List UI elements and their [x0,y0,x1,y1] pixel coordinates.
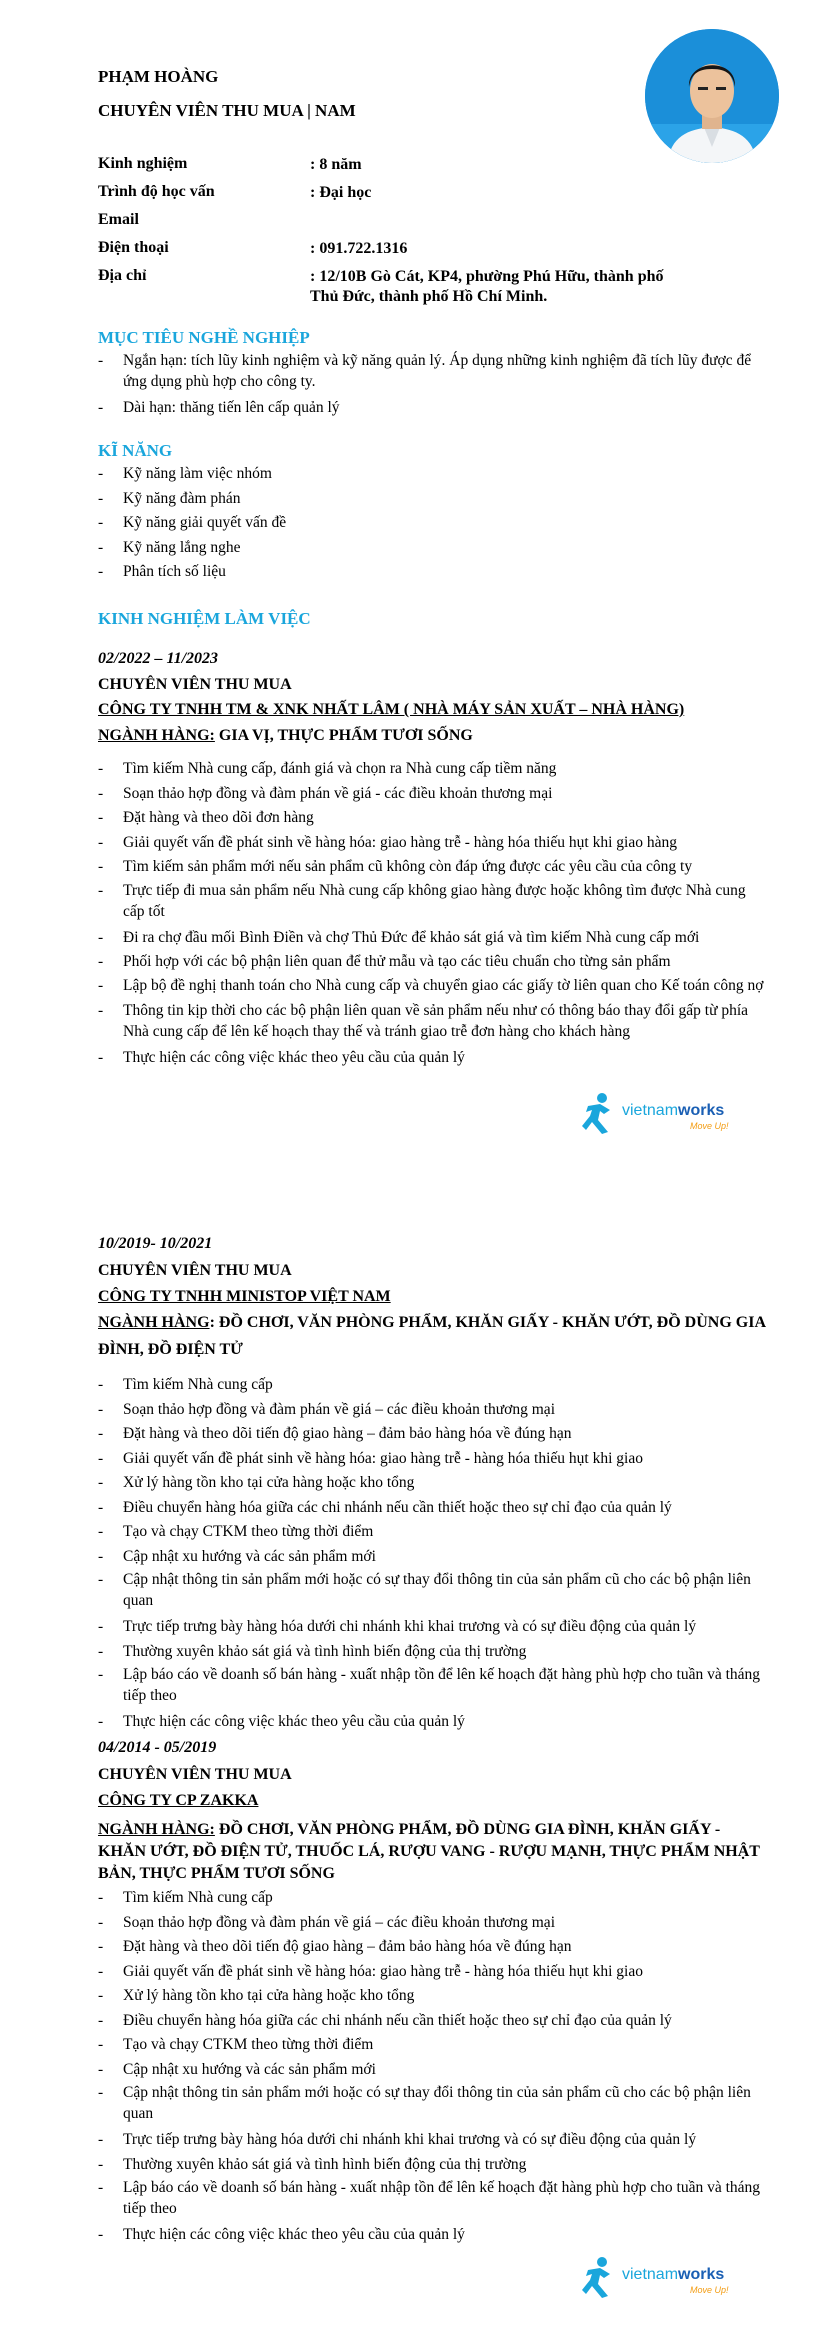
job-company: CÔNG TY CP ZAKKA [98,1792,259,1809]
list-item: - Thực hiện các công việc khác theo yêu cầu của quản lý [98,1710,768,1735]
job-industry: NGÀNH HÀNG: ĐỒ CHƠI, VĂN PHÒNG PHẨM, ĐỒ DÙNG GIA ĐÌNH, KHĂN GIẤY - KHĂN ƯỚT, ĐỒ ĐIỆN TỬ, THUỐC LÁ, RƯỢU VANG - RƯỢU MẠNH, THỰC PHẨM NHẬT BẢN, THỰC PHẨM TƯƠI SỐNG [98,1821,760,1882]
job-duties [98,1373,768,1735]
list-item: - Điều chuyển hàng hóa giữa các chi nhánh nếu cần thiết hoặc theo sự chỉ đạo của quản lý [98,2009,768,2034]
list-item: - Thực hiện các công việc khác theo yêu cầu của quản lý [98,2223,768,2248]
avatar [645,29,779,163]
person-photo-icon [645,29,779,163]
job-date: 10/2019- 10/2021 [98,1235,213,1252]
list-item: - Đi ra chợ đầu mối Bình Điền và chợ Thủ Đức để khảo sát giá và tìm kiếm Nhà cung cấp mới [98,926,768,951]
list-item: - Dài hạn: thăng tiến lên cấp quản lý [98,396,768,421]
info-row-experience: Kinh nghiệm : 8 năm [98,155,362,173]
list-item: - Kỹ năng đàm phán [98,487,768,512]
list-item: - Phối hợp với các bộ phận liên quan để thử mẫu và tạo các tiêu chuẩn cho từng sản phẩm [98,950,768,975]
list-item: - Thường xuyên khảo sát giá và tình hình biến động của thị trường [98,1640,768,1665]
list-item: - Cập nhật xu hướng và các sản phẩm mới [98,2058,768,2083]
vietnamworks-runner-icon [580,2256,620,2300]
job-duties [98,757,768,1070]
list-item: - Đặt hàng và theo dõi tiến độ giao hàng – đảm bảo hàng hóa về đúng hạn [98,1422,768,1447]
list-item: - Tìm kiếm Nhà cung cấp, đánh giá và chọn ra Nhà cung cấp tiềm năng [98,757,768,782]
job-title: CHUYÊN VIÊN THU MUA [98,1766,292,1783]
list-item: - Trực tiếp trưng bày hàng hóa dưới chi nhánh khi khai trương và có sự điều động của quản lý [98,2128,768,2153]
job-company: CÔNG TY TNHH TM & XNK NHẤT LÂM ( NHÀ MÁY SẢN XUẤT – NHÀ HÀNG) [98,701,685,718]
list-item: - Đặt hàng và theo dõi đơn hàng [98,806,768,831]
job-duties [98,1886,768,2248]
skills-list [98,462,768,585]
list-item: - Ngắn hạn: tích lũy kinh nghiệm và kỹ năng quản lý. Áp dụng những kinh nghiệm đã tích lũy được để ứng dụng phù hợp cho công ty. [98,350,768,396]
list-item: - Tìm kiếm sản phẩm mới nếu sản phẩm cũ không còn đáp ứng được các yêu cầu của công ty [98,855,768,880]
list-item: - Điều chuyển hàng hóa giữa các chi nhánh nếu cần thiết hoặc theo sự chỉ đạo của quản lý [98,1496,768,1521]
list-item: - Tìm kiếm Nhà cung cấp [98,1373,768,1398]
list-item: - Cập nhật thông tin sản phẩm mới hoặc có sự thay đổi thông tin của sản phẩm cũ cho các bộ phận liên quan [98,1569,768,1615]
info-row-email: Email [98,211,139,228]
list-item: - Soạn thảo hợp đồng và đàm phán về giá – các điều khoản thương mại [98,1911,768,1936]
job-company: CÔNG TY TNHH MINISTOP VIỆT NAM [98,1288,391,1305]
job-date: 04/2014 - 05/2019 [98,1739,217,1756]
list-item: - Soạn thảo hợp đồng và đàm phán về giá – các điều khoản thương mại [98,1398,768,1423]
list-item: - Giải quyết vấn đề phát sinh về hàng hóa: giao hàng trễ - hàng hóa thiếu hụt khi giao [98,1960,768,1985]
list-item: - Kỹ năng giải quyết vấn đề [98,511,768,536]
candidate-name: PHẠM HOÀNG [98,67,219,86]
list-item: - Soạn thảo hợp đồng và đàm phán về giá - các điều khoản thương mại [98,782,768,807]
list-item: - Giải quyết vấn đề phát sinh về hàng hóa: giao hàng trễ - hàng hóa thiếu hụt khi giao [98,1447,768,1472]
list-item: - Thông tin kịp thời cho các bộ phận liên quan về sản phẩm nếu như có thông báo thay đổi gấp từ phía Nhà cung cấp để lên kế hoạch thay thế và tránh giao trễ đơn hàng cho khách hàng [98,1000,768,1046]
list-item: - Cập nhật thông tin sản phẩm mới hoặc có sự thay đổi thông tin của sản phẩm cũ cho các bộ phận liên quan [98,2082,768,2128]
info-row-phone: Điện thoại : 091.722.1316 [98,239,408,257]
experience-heading: KINH NGHIỆM LÀM VIỆC [98,609,311,628]
skills-heading: KĨ NĂNG [98,441,173,460]
objective-heading: MỤC TIÊU NGHỀ NGHIỆP [98,328,310,347]
list-item: - Đặt hàng và theo dõi tiến độ giao hàng – đảm bảo hàng hóa về đúng hạn [98,1935,768,1960]
list-item: - Xử lý hàng tồn kho tại cửa hàng hoặc kho tổng [98,1471,768,1496]
list-item: - Lập báo cáo về doanh số bán hàng - xuất nhập tồn để lên kế hoạch đặt hàng phù hợp cho tuần và tháng tiếp theo [98,1664,768,1710]
info-row-address: Địa chỉ : 12/10B Gò Cát, KP4, phường Phú Hữu, thành phố Thủ Đức, thành phố Hồ Chí Minh. [98,267,664,305]
candidate-role: CHUYÊN VIÊN THU MUA | NAM [98,101,356,120]
list-item: - Xử lý hàng tồn kho tại cửa hàng hoặc kho tổng [98,1984,768,2009]
list-item: - Tạo và chạy CTKM theo từng thời điểm [98,2033,768,2058]
list-item: - Trực tiếp đi mua sản phẩm nếu Nhà cung cấp không giao hàng được hoặc không tìm được Nhà cung cấp tốt [98,880,768,926]
list-item: - Phân tích số liệu [98,560,768,585]
list-item: - Thường xuyên khảo sát giá và tình hình biến động của thị trường [98,2153,768,2178]
list-item: - Trực tiếp trưng bày hàng hóa dưới chi nhánh khi khai trương và có sự điều động của quản lý [98,1615,768,1640]
vietnamworks-logo: vietnamworks Move Up! [580,1090,730,1140]
list-item: - Kỹ năng làm việc nhóm [98,462,768,487]
list-item: - Tạo và chạy CTKM theo từng thời điểm [98,1520,768,1545]
objective-list [98,350,768,421]
job-title: CHUYÊN VIÊN THU MUA [98,676,292,693]
list-item: - Giải quyết vấn đề phát sinh về hàng hóa: giao hàng trễ - hàng hóa thiếu hụt khi giao hàng [98,831,768,856]
list-item: - Thực hiện các công việc khác theo yêu cầu của quản lý [98,1046,768,1071]
list-item: - Lập bộ đề nghị thanh toán cho Nhà cung cấp và chuyển giao các giấy tờ liên quan cho Kế toán công nợ [98,975,768,1000]
job-industry: NGÀNH HÀNG: ĐỒ CHƠI, VĂN PHÒNG PHẨM, KHĂN GIẤY - KHĂN ƯỚT, ĐỒ DÙNG GIA ĐÌNH, ĐỒ ĐIỆN TỬ [98,1314,766,1358]
list-item: - Cập nhật xu hướng và các sản phẩm mới [98,1545,768,1570]
list-item: - Tìm kiếm Nhà cung cấp [98,1886,768,1911]
list-item: - Lập báo cáo về doanh số bán hàng - xuất nhập tồn để lên kế hoạch đặt hàng phù hợp cho tuần và tháng tiếp theo [98,2177,768,2223]
list-item: - Kỹ năng lắng nghe [98,536,768,561]
job-industry: NGÀNH HÀNG: GIA VỊ, THỰC PHẨM TƯƠI SỐNG [98,727,473,744]
job-date: 02/2022 – 11/2023 [98,650,219,667]
vietnamworks-runner-icon [580,1092,620,1136]
job-title: CHUYÊN VIÊN THU MUA [98,1262,292,1279]
vietnamworks-logo: vietnamworks Move Up! [580,2254,730,2304]
info-row-education: Trình độ học vấn : Đại học [98,183,372,201]
